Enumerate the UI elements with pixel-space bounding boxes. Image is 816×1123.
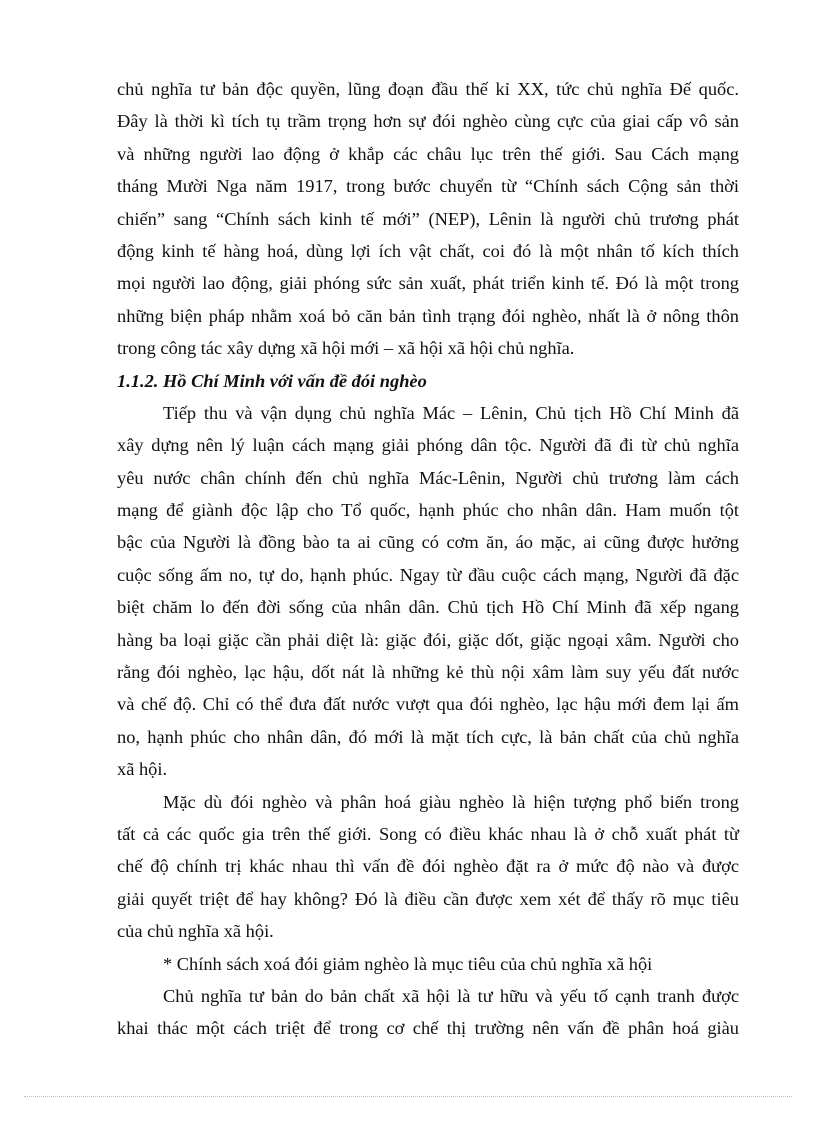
text-line: Chủ nghĩa tư bản do bản chất xã hội là tư hữu và yếu tố cạnh tranh được <box>163 985 739 1006</box>
text-line: của chủ nghĩa xã hội. <box>117 921 274 942</box>
section-heading <box>117 365 739 397</box>
text-line: * Chính sách xoá đói giảm nghèo là mục tiêu của chủ nghĩa xã hội <box>163 953 653 974</box>
text-line: và chế độ. Chỉ có thể đưa đất nước vượt qua đói nghèo, lạc hậu mới đem lại ấm <box>117 694 739 715</box>
text-line: chiến” sang “Chính sách kinh tế mới” (NEP), Lênin là người chủ trương phát <box>117 208 739 229</box>
text-line: tất cả các quốc gia trên thế giới. Song có điều khác nhau là ở chỗ xuất phát từ <box>117 823 739 844</box>
text-line: yêu nước chân chính đến chủ nghĩa Mác-Lênin, Người chủ trương làm cách <box>117 467 739 488</box>
document-body <box>117 73 739 1045</box>
text-line: Tiếp thu và vận dụng chủ nghĩa Mác – Lênin, Chủ tịch Hồ Chí Minh đã <box>163 402 739 423</box>
text-line: giải quyết triệt để hay không? Đó là điều cần được xem xét để thấy rõ mục tiêu <box>117 888 739 909</box>
text-line: mọi người lao động, giải phóng sức sản xuất, phát triển kinh tế. Đó là một trong <box>117 273 739 294</box>
text-line: Đây là thời kì tích tụ trầm trọng hơn sự đói nghèo cùng cực của giai cấp vô sản <box>117 111 739 132</box>
text-line: chế độ chính trị khác nhau thì vấn đề đói nghèo đặt ra ở mức độ nào và được <box>117 856 739 877</box>
text-line: trong công tác xây dựng xã hội mới – xã hội xã hội chủ nghĩa. <box>117 338 575 359</box>
text-line: xây dựng nên lý luận cách mạng giải phóng dân tộc. Người đã đi từ chủ nghĩa <box>117 435 739 456</box>
text-line: cuộc sống ấm no, tự do, hạnh phúc. Ngay từ đầu cuộc cách mạng, Người đã đặc <box>117 564 739 585</box>
text-line: động kinh tế hàng hoá, dùng lợi ích vật chất, coi đó là một nhân tố kích thích <box>117 240 739 261</box>
text-line: hàng ba loại giặc cần phải diệt là: giặc đói, giặc dốt, giặc ngoại xâm. Người cho <box>117 629 739 650</box>
text-line: những biện pháp nhằm xoá bỏ căn bản tình trạng đói nghèo, nhất là ở nông thôn <box>117 305 739 326</box>
text-line: bậc của Người là đồng bào ta ai cũng có cơm ăn, áo mặc, ai cũng được hưởng <box>117 532 739 553</box>
paragraph <box>117 980 739 1045</box>
text-line: no, hạnh phúc cho nhân dân, đó mới là mặt tích cực, là bản chất của chủ nghĩa <box>117 726 739 747</box>
text-line: khai thác một cách triệt để trong cơ chế thị trường nên vấn đề phân hoá giàu <box>117 1018 739 1039</box>
text-line: chủ nghĩa tư bản độc quyền, lũng đoạn đầu thế kỉ XX, tức chủ nghĩa Đế quốc. <box>117 79 739 99</box>
page-footer-divider <box>24 1096 792 1097</box>
text-line: mạng để giành độc lập cho Tổ quốc, hạnh phúc cho nhân dân. Ham muốn tột <box>117 500 739 521</box>
text-line: rằng đói nghèo, lạc hậu, dốt nát là những kẻ thù nội xâm làm suy yếu đất nước <box>117 662 739 683</box>
text-line: xã hội. <box>117 759 168 780</box>
paragraph-continuation <box>117 73 739 365</box>
paragraph <box>117 786 739 948</box>
text-line: tháng Mười Nga năm 1917, trong bước chuyển từ “Chính sách Cộng sản thời <box>117 176 739 197</box>
heading-text: 1.1.2. Hồ Chí Minh với vấn đề đói nghèo <box>117 370 427 391</box>
text-line: biệt chăm lo đến đời sống của nhân dân. Chủ tịch Hồ Chí Minh đã xếp ngang <box>117 597 739 618</box>
text-line: Mặc dù đói nghèo và phân hoá giàu nghèo là hiện tượng phổ biến trong <box>163 791 739 812</box>
text-line: và những người lao động ở khắp các châu lục trên thế giới. Sau Cách mạng <box>117 143 739 164</box>
paragraph-subheading <box>117 948 739 980</box>
paragraph <box>117 397 739 786</box>
